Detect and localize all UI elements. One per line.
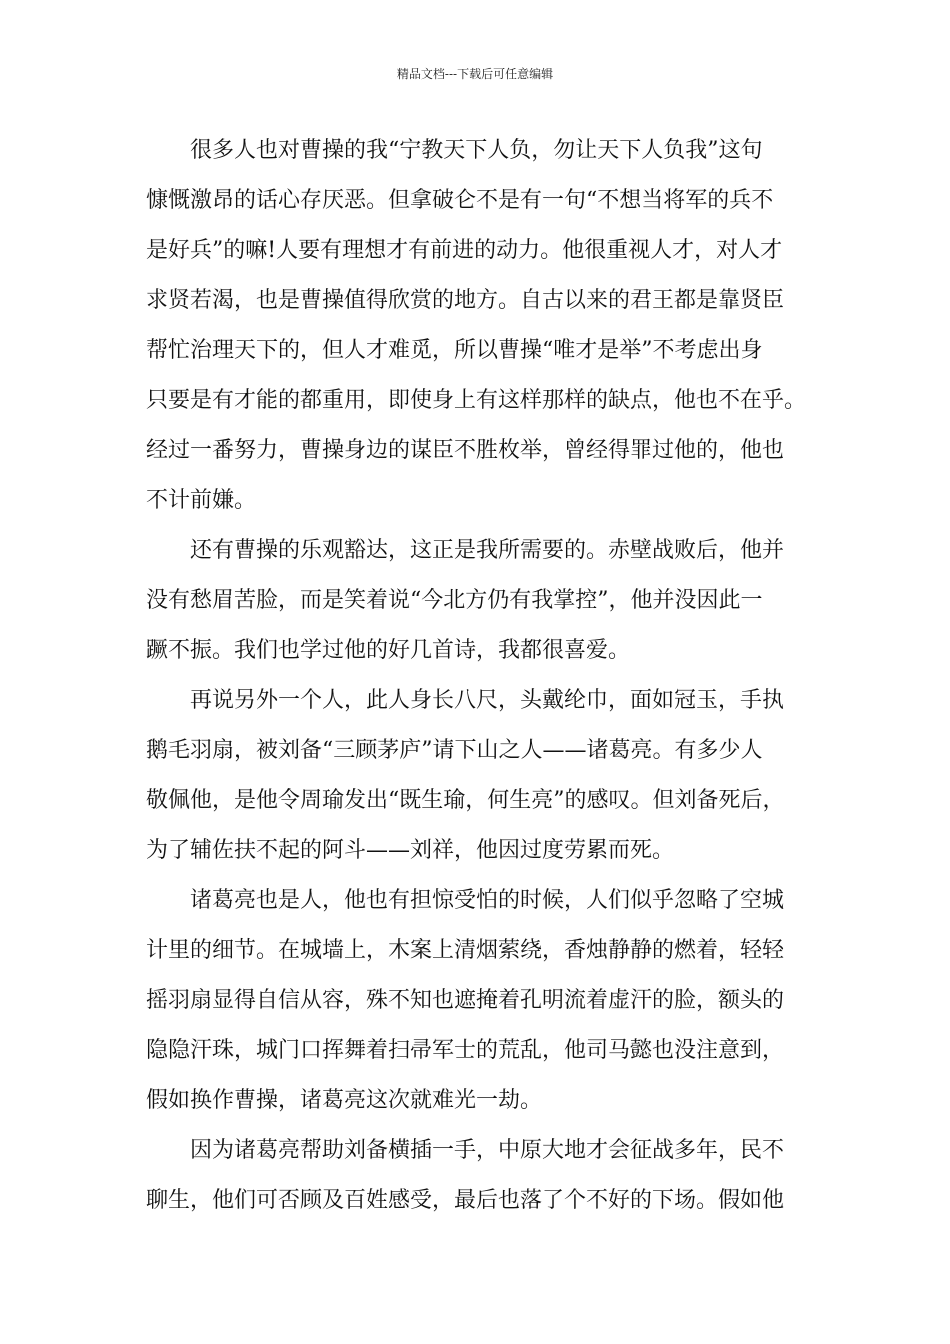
paragraph-4-line-2: 计里的细节。在城墙上，木案上清烟萦绕，香烛静静的燃着，轻轻 xyxy=(146,938,785,963)
paragraph-1-line-8: 不计前嫌。 xyxy=(146,488,257,513)
paragraph-4-line-3: 摇羽扇显得自信从容，殊不知也遮掩着孔明流着虚汗的脸，额头的 xyxy=(146,988,785,1013)
paragraph-1-line-5: 帮忙治理天下的，但人才难觅，所以曹操“唯才是举”不考虑出身 xyxy=(146,338,763,363)
paragraph-1-line-6: 只要是有才能的都重用，即使身上有这样那样的缺点，他也不在乎。 xyxy=(146,388,807,413)
paragraph-2-line-1: 还有曹操的乐观豁达，这正是我所需要的。赤壁战败后，他并 xyxy=(190,538,785,563)
paragraph-1-line-7: 经过一番努力，曹操身边的谋臣不胜枚举，曾经得罪过他的，他也 xyxy=(146,438,785,463)
paragraph-1-line-1: 很多人也对曹操的我“宁教天下人负，勿让天下人负我”这句 xyxy=(190,138,763,163)
paragraph-2-line-3: 蹶不振。我们也学过他的好几首诗，我都很喜爱。 xyxy=(146,638,631,663)
paragraph-4-line-5: 假如换作曹操，诸葛亮这次就难光一劫。 xyxy=(146,1088,543,1113)
paragraph-4-line-4: 隐隐汗珠，城门口挥舞着扫帚军士的荒乱，他司马懿也没注意到， xyxy=(146,1038,785,1063)
paragraph-1-line-4: 求贤若渴，也是曹操值得欣赏的地方。自古以来的君王都是靠贤臣 xyxy=(146,288,785,313)
paragraph-3-line-1: 再说另外一个人，此人身长八尺，头戴纶巾，面如冠玉，手执 xyxy=(190,688,785,713)
paragraph-5-line-1: 因为诸葛亮帮助刘备横插一手，中原大地才会征战多年，民不 xyxy=(190,1138,785,1163)
paragraph-3-line-3: 敬佩他，是他令周瑜发出“既生瑜，何生亮”的感叹。但刘备死后， xyxy=(146,788,785,813)
paragraph-2-line-2: 没有愁眉苦脸，而是笑着说“今北方仍有我掌控”，他并没因此一 xyxy=(146,588,763,613)
paragraph-3-line-2: 鹅毛羽扇，被刘备“三顾茅庐”请下山之人——诸葛亮。有多少人 xyxy=(146,738,763,763)
paragraph-3-line-4: 为了辅佐扶不起的阿斗——刘祥，他因过度劳累而死。 xyxy=(146,838,675,863)
paragraph-5-line-2: 聊生，他们可否顾及百姓感受，最后也落了个不好的下场。假如他 xyxy=(146,1188,785,1213)
page-header: 精品文档---下载后可任意编辑 xyxy=(396,67,554,81)
paragraph-4-line-1: 诸葛亮也是人，他也有担惊受怕的时候，人们似乎忽略了空城 xyxy=(190,888,785,913)
paragraph-1-line-3: 是好兵”的嘛!人要有理想才有前进的动力。他很重视人才，对人才 xyxy=(146,238,783,263)
paragraph-1-line-2: 慷慨激昂的话心存厌恶。但拿破仑不是有一句“不想当将军的兵不 xyxy=(146,188,774,213)
